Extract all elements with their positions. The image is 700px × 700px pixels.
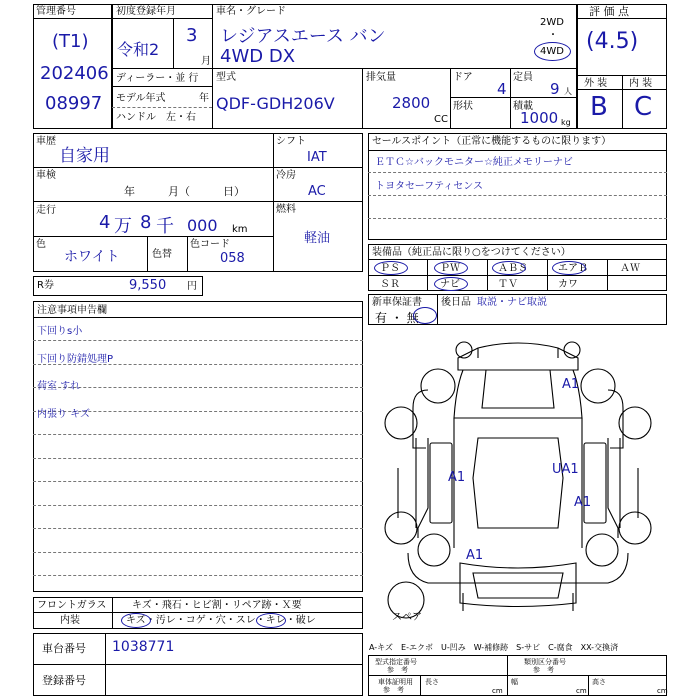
fuel-value: 軽油 [304, 231, 331, 246]
damage-mark-left-side: A1 [448, 470, 466, 485]
damage-legend: A-キズ E-エクボ U-凹み W-補修跡 S-サビ C-腐食 XX-交換済 [369, 643, 619, 652]
chassis-label: 車台番号 [42, 642, 86, 655]
interior-rub-circle [256, 613, 286, 628]
width-unit: cm [576, 687, 587, 695]
equip-item: ＳＲ [380, 279, 400, 290]
int-grade: C [634, 92, 653, 122]
length-unit: cm [492, 687, 503, 695]
color-code-label: 色コード [190, 239, 230, 250]
equip-item: カワ [558, 279, 578, 290]
equip-circle [492, 261, 526, 275]
drive-4wd: 4WD [540, 46, 564, 57]
mgmt-num1: 202406 [40, 63, 109, 84]
spare-label: スペア [392, 612, 422, 623]
disp-unit: CC [434, 114, 448, 125]
shift-label: シフト [276, 136, 306, 147]
cert-label: 車体証明用 [378, 678, 413, 686]
first-reg-label: 初度登録年月 [116, 6, 176, 17]
drive-sep: ・ [548, 30, 558, 41]
disp-label: 排気量 [366, 72, 396, 83]
notes-line: 下回りs小 [37, 326, 83, 337]
reg-month-unit: 月 [201, 56, 211, 67]
reg-month: 3 [186, 25, 198, 46]
fuel-label: 燃料 [276, 204, 296, 215]
name-grade-label: 車名・グレード [216, 6, 286, 17]
drive-2wd: 2WD [540, 17, 564, 28]
interior-value: キズ・汚レ・コゲ・穴・スレ・キレ・破レ [126, 615, 316, 626]
equip-item: ＴＶ [498, 279, 518, 290]
capacity-unit: 人 [564, 87, 572, 96]
model-year-suffix: 年 [199, 93, 209, 104]
reg-era: 令和2 [117, 40, 160, 59]
r-label: R券 [37, 280, 54, 291]
mileage-man: 4 [99, 212, 111, 233]
sales-line2: トヨタセーフティセンス [375, 181, 483, 192]
mileage-unit: km [232, 224, 248, 235]
type-designation-ref: 参 考 [387, 666, 408, 674]
color-code: 058 [220, 251, 245, 266]
equip-circle [552, 261, 586, 275]
notes-box [33, 301, 363, 592]
r-unit: 円 [187, 281, 197, 292]
shape-label: 形状 [453, 101, 473, 112]
equip-label: 装備品（純正品に限り○をつけてください） [372, 247, 571, 258]
category-ref: 参 考 [533, 666, 554, 674]
equip-circle [434, 261, 468, 275]
vehicle-diagram [368, 328, 667, 628]
notes-line: 荷室 すれ [37, 381, 81, 392]
mileage-rest: 000 [187, 216, 218, 235]
door-value: 4 [497, 80, 507, 98]
damage-mark-left-rear: A1 [466, 548, 484, 563]
equip-circle [434, 277, 468, 291]
ext-grade: B [590, 92, 608, 122]
load-label: 積載 [513, 101, 533, 112]
notes-line: 下回り防錆処理P [37, 353, 114, 365]
type-label: 型式 [216, 72, 236, 83]
color-label: 色 [36, 239, 46, 250]
registration-label: 登録番号 [42, 674, 86, 687]
length-label: 長さ [425, 678, 439, 686]
load-value: 1000 [520, 109, 559, 127]
mgmt-label: 管理番号 [36, 6, 76, 17]
equip-item: ＰＳ [380, 263, 400, 274]
height-unit: cm [657, 687, 668, 695]
glass-value: キズ・飛石・ヒビ割・リペア跡・Ｘ要 [132, 600, 302, 611]
load-unit: kg [561, 118, 571, 127]
damage-mark-front-right: A1 [562, 377, 580, 392]
car-grade: 4WD DX [220, 46, 296, 67]
car-name: レジアスエース バン [220, 26, 386, 47]
int-label: 内 装 [629, 78, 653, 89]
model-year-label: モデル年式 [116, 93, 166, 104]
later-value: 取説・ナビ取説 [477, 297, 547, 308]
sales-label: セールスポイント（正常に機能するものに限ります） [372, 136, 612, 147]
height-label: 高さ [592, 678, 606, 686]
mileage-label: 走行 [36, 205, 56, 216]
dealer-label: ディーラー・並 行 [116, 73, 199, 84]
category-label: 類別区分番号 [524, 658, 566, 666]
equip-item: ＡＷ [620, 263, 640, 274]
equip-item: ＰＷ [440, 263, 460, 274]
r-value: 9,550 [129, 278, 167, 293]
warranty-label: 新車保証書 [372, 297, 422, 308]
mileage-sen-unit: 千 [156, 216, 174, 237]
damage-mark-right-side: UA1 [552, 462, 579, 477]
ext-label: 外 装 [584, 78, 608, 89]
ac-value: AC [308, 184, 326, 199]
history-label: 車歴 [36, 136, 56, 147]
equip-circle [374, 261, 408, 275]
shift-value: IAT [307, 150, 327, 165]
mileage-man-unit: 万 [114, 216, 132, 237]
ac-label: 冷房 [276, 170, 296, 181]
mileage-sen: 8 [140, 212, 152, 233]
disp-value: 2800 [392, 94, 431, 112]
drive-4wd-circle [534, 42, 571, 61]
color-value: ホワイト [64, 249, 120, 265]
score-label: 評 価 点 [589, 5, 629, 18]
later-label: 後日品 [441, 297, 471, 308]
interior-label: 内装 [60, 615, 80, 626]
capacity-label: 定員 [513, 72, 533, 83]
damage-mark-right-lower: A1 [574, 495, 592, 510]
shaken-value: 年 月（ 日） [124, 185, 245, 198]
equip-item: ＡＢＳ [498, 263, 528, 274]
interior-scratch-circle [121, 613, 151, 628]
handle-label: ハンドル 左・右 [116, 112, 196, 123]
notes-label: 注意事項申告欄 [37, 305, 107, 316]
glass-label: フロントガラス [37, 600, 107, 611]
mgmt-code: (T1) [52, 31, 89, 52]
color-change-label: 色替 [152, 249, 172, 260]
warranty-value: 有 ・ 無 [375, 311, 419, 325]
equip-item: エアＢ [558, 263, 588, 274]
r-box [33, 276, 203, 296]
cert-ref: 参 考 [383, 686, 404, 694]
score-value: (4.5) [586, 29, 639, 54]
sales-line1: ＥＴＣ☆バックモニター☆純正メモリーナビ [375, 157, 573, 168]
type-designation-label: 型式指定番号 [375, 658, 417, 666]
equip-item: ナビ [440, 279, 460, 290]
mgmt-num2: 08997 [45, 93, 103, 114]
capacity-value: 9 [550, 80, 560, 98]
notes-line: 内張り キズ [37, 408, 90, 420]
warranty-none-circle [413, 307, 437, 324]
door-label: ドア [453, 72, 473, 83]
width-label: 幅 [511, 678, 518, 686]
shaken-label: 車検 [36, 170, 56, 181]
history-value: 自家用 [59, 146, 110, 166]
type-value: QDF-GDH206V [216, 94, 335, 113]
chassis-value: 1038771 [112, 639, 175, 655]
